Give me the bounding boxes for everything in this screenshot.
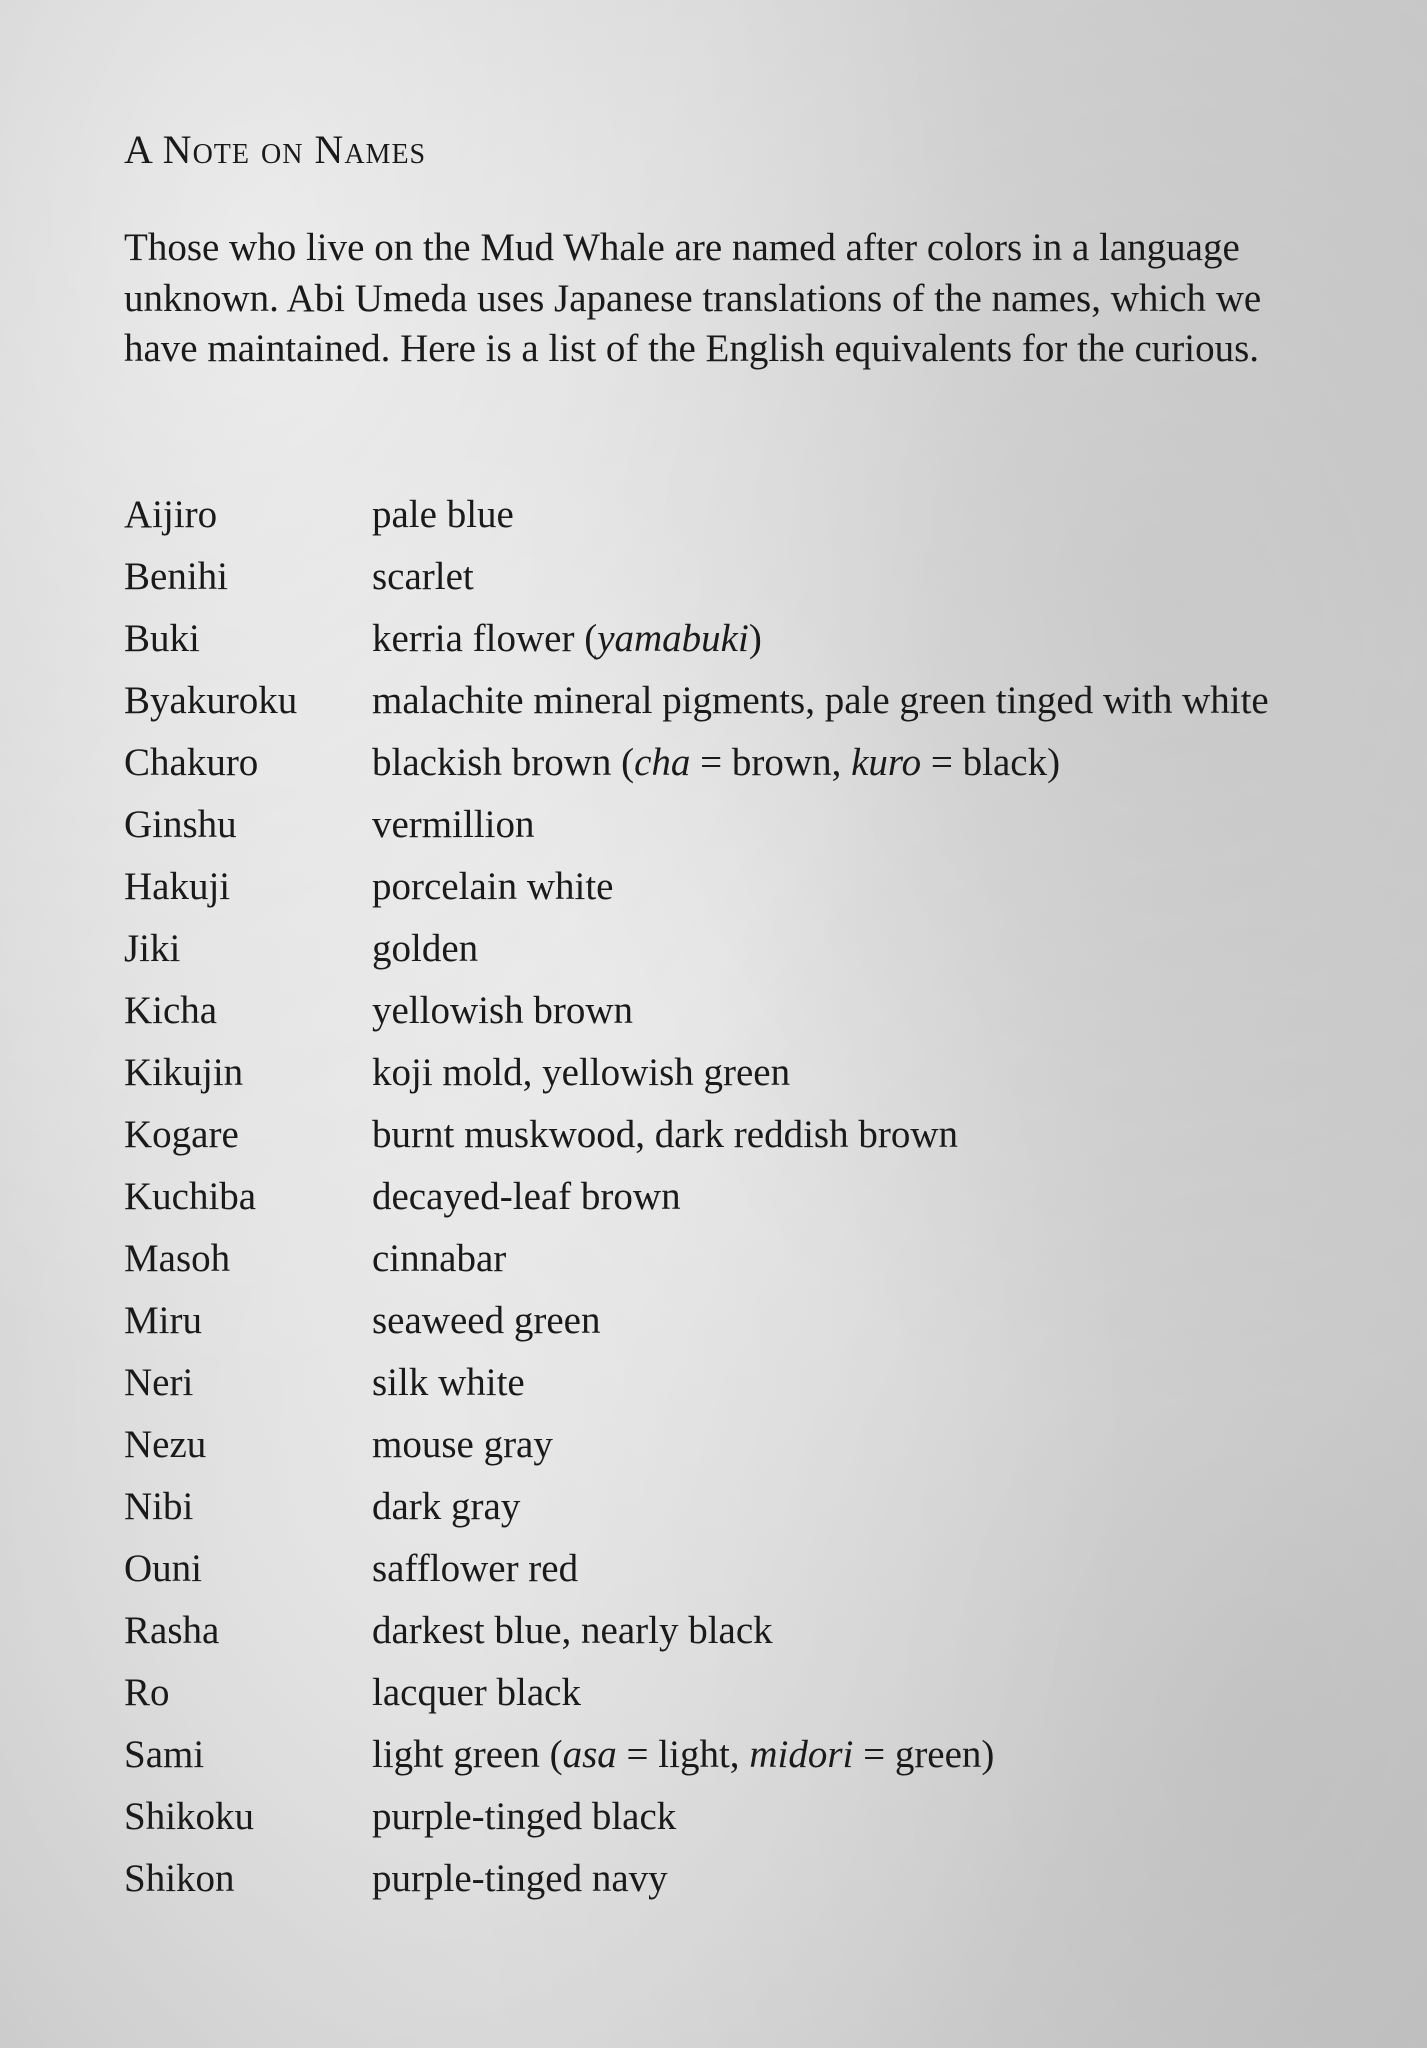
name-row bbox=[124, 979, 1269, 1041]
name-row bbox=[124, 1475, 1269, 1537]
definition-text: scarlet bbox=[372, 554, 474, 598]
name-definition bbox=[372, 1236, 506, 1281]
name-term: Chakuro bbox=[124, 740, 259, 784]
name-definition bbox=[372, 1174, 681, 1219]
name-term: Aijiro bbox=[124, 492, 218, 536]
name-definition bbox=[372, 492, 514, 537]
name-row bbox=[124, 1723, 1269, 1785]
name-row bbox=[124, 1785, 1269, 1847]
definition-text: safflower red bbox=[372, 1546, 579, 1590]
name-definition bbox=[372, 740, 1060, 785]
name-definition bbox=[372, 1298, 600, 1343]
name-definition bbox=[372, 1050, 790, 1095]
name-term: Ginshu bbox=[124, 802, 237, 846]
definition-text: dark gray bbox=[372, 1484, 521, 1528]
name-definition bbox=[372, 1422, 553, 1467]
definition-text: burnt muskwood, dark reddish brown bbox=[372, 1112, 959, 1156]
definition-text: purple-tinged black bbox=[372, 1794, 677, 1838]
definition-italic-term: kuro bbox=[851, 740, 922, 784]
name-row bbox=[124, 1103, 1269, 1165]
name-term: Sami bbox=[124, 1732, 205, 1776]
name-row bbox=[124, 855, 1269, 917]
definition-text: light green ( bbox=[372, 1732, 563, 1776]
name-term: Nezu bbox=[124, 1422, 207, 1466]
definition-italic-term: yamabuki bbox=[597, 616, 749, 660]
name-definition bbox=[372, 988, 633, 1033]
page-heading: A Note on Names bbox=[124, 127, 427, 172]
name-term: Ro bbox=[124, 1670, 170, 1714]
name-definition bbox=[372, 1794, 676, 1839]
definition-text: blackish brown ( bbox=[372, 740, 635, 784]
definition-text: = black) bbox=[921, 740, 1061, 784]
name-row bbox=[124, 731, 1269, 793]
definition-text: cinnabar bbox=[372, 1236, 507, 1280]
definition-text: porcelain white bbox=[372, 864, 614, 908]
definition-text: ) bbox=[748, 616, 762, 660]
name-row bbox=[124, 1289, 1269, 1351]
name-row bbox=[124, 1413, 1269, 1475]
definition-italic-term: midori bbox=[749, 1732, 854, 1776]
name-definition bbox=[372, 1484, 520, 1529]
definition-text: purple-tinged navy bbox=[372, 1856, 668, 1900]
definition-text: = brown, bbox=[690, 740, 852, 784]
name-term: Kogare bbox=[124, 1112, 239, 1156]
name-term: Shikoku bbox=[124, 1794, 255, 1838]
name-row bbox=[124, 1351, 1269, 1413]
name-row bbox=[124, 1661, 1269, 1723]
name-definition bbox=[372, 554, 474, 599]
name-term: Hakuji bbox=[124, 864, 231, 908]
definition-text: pale blue bbox=[372, 492, 514, 536]
name-definition bbox=[372, 1856, 668, 1901]
definition-text: koji mold, yellowish green bbox=[372, 1050, 791, 1094]
name-term: Buki bbox=[124, 616, 200, 660]
name-definition bbox=[372, 678, 1269, 723]
name-term: Jiki bbox=[124, 926, 181, 970]
name-definition bbox=[372, 1732, 994, 1777]
definition-text: seaweed green bbox=[372, 1298, 601, 1342]
name-term: Benihi bbox=[124, 554, 228, 598]
name-row bbox=[124, 1227, 1269, 1289]
definition-text: kerria flower ( bbox=[372, 616, 598, 660]
definition-text: malachite mineral pigments, pale green tinged with white bbox=[372, 678, 1269, 722]
name-row bbox=[124, 1537, 1269, 1599]
definition-text: mouse gray bbox=[372, 1422, 553, 1466]
name-term: Nibi bbox=[124, 1484, 194, 1528]
name-term: Kicha bbox=[124, 988, 218, 1032]
name-definition bbox=[372, 1546, 578, 1591]
definition-italic-term: asa bbox=[562, 1732, 617, 1776]
name-row bbox=[124, 483, 1269, 545]
name-row bbox=[124, 793, 1269, 855]
name-row bbox=[124, 1847, 1269, 1909]
name-row bbox=[124, 545, 1269, 607]
definition-text: = light, bbox=[616, 1732, 750, 1776]
name-term: Rasha bbox=[124, 1608, 220, 1652]
definition-text: golden bbox=[372, 926, 479, 970]
definition-text: yellowish brown bbox=[372, 988, 634, 1032]
name-term: Byakuroku bbox=[124, 678, 298, 722]
name-term: Neri bbox=[124, 1360, 194, 1404]
name-definition bbox=[372, 864, 613, 909]
name-row bbox=[124, 669, 1269, 731]
name-term: Shikon bbox=[124, 1856, 235, 1900]
name-definition bbox=[372, 1670, 581, 1715]
definition-text: darkest blue, nearly black bbox=[372, 1608, 773, 1652]
intro-paragraph: Those who live on the Mud Whale are named after colors in a language unknown. Abi Umeda uses Japanese translations of the names, which we have maintained. Here is a list of the English equivalents for the curious. bbox=[124, 226, 1262, 370]
name-row bbox=[124, 917, 1269, 979]
definition-text: vermillion bbox=[372, 802, 535, 846]
definition-text: decayed-leaf brown bbox=[372, 1174, 681, 1218]
name-term: Masoh bbox=[124, 1236, 231, 1280]
name-term: Miru bbox=[124, 1298, 202, 1342]
name-row bbox=[124, 1165, 1269, 1227]
name-definition bbox=[372, 926, 478, 971]
name-list bbox=[124, 483, 1269, 1909]
name-term: Kuchiba bbox=[124, 1174, 257, 1218]
name-definition bbox=[372, 1360, 525, 1405]
name-definition bbox=[372, 616, 762, 661]
name-term: Kikujin bbox=[124, 1050, 244, 1094]
name-definition bbox=[372, 1112, 958, 1157]
definition-text: lacquer black bbox=[372, 1670, 581, 1714]
name-definition bbox=[372, 1608, 773, 1653]
definition-text: silk white bbox=[372, 1360, 525, 1404]
definition-text: = green) bbox=[853, 1732, 995, 1776]
name-row bbox=[124, 607, 1269, 669]
definition-italic-term: cha bbox=[634, 740, 691, 784]
name-term: Ouni bbox=[124, 1546, 202, 1590]
name-row bbox=[124, 1041, 1269, 1103]
name-definition bbox=[372, 802, 534, 847]
name-row bbox=[124, 1599, 1269, 1661]
